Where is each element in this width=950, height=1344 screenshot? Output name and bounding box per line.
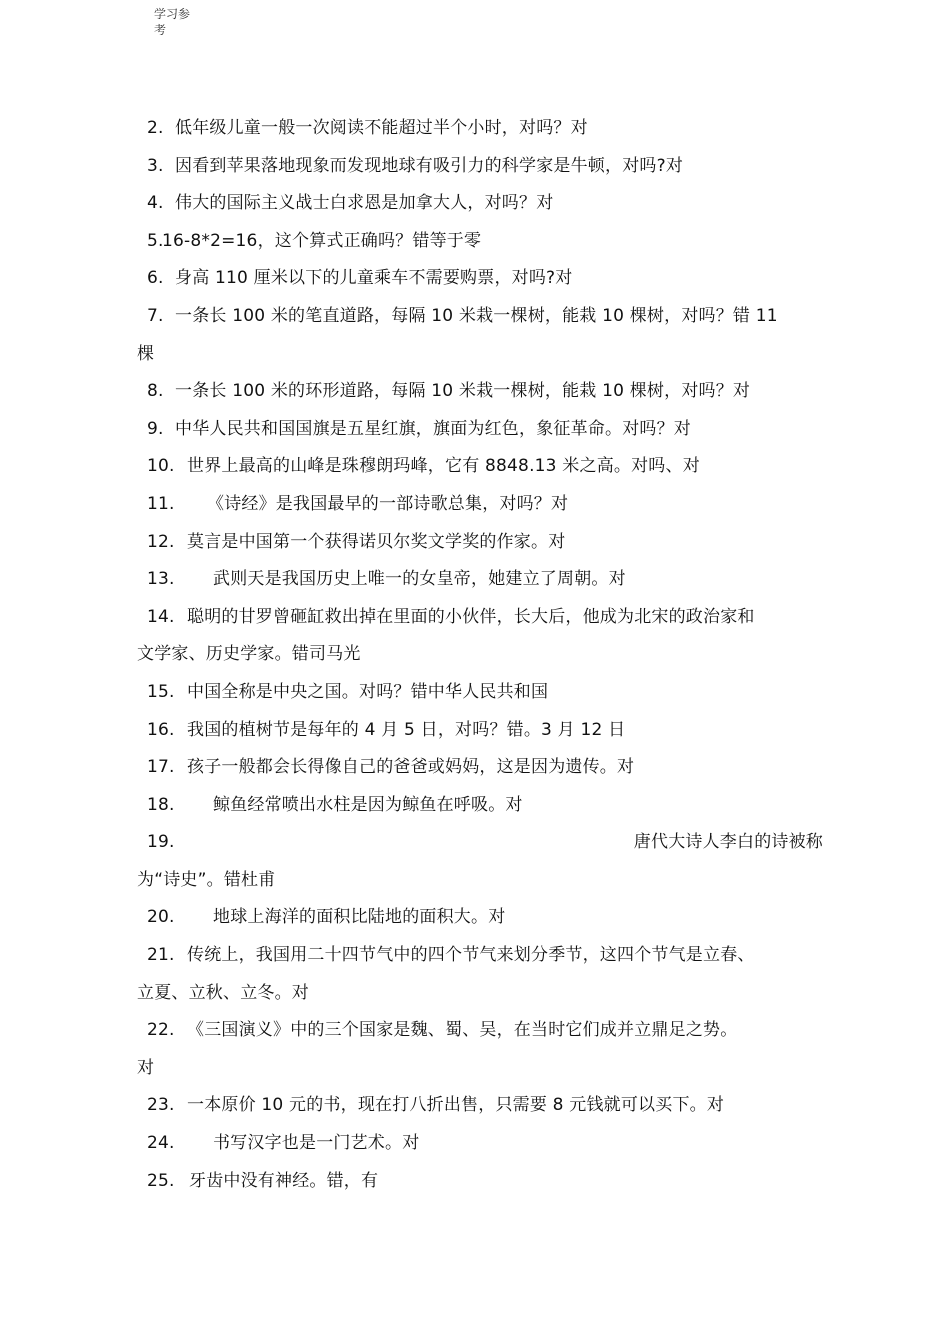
item-number: 16.: [147, 719, 175, 740]
item-text: 鲸鱼经常喷出水柱是因为鲸鱼在呼吸。对: [213, 794, 523, 815]
item-number: 12.: [147, 531, 175, 552]
list-item: [137, 1012, 827, 1050]
list-item: [137, 824, 827, 862]
item-text: 我国的植树节是每年的 4 月 5 日，对吗？错。3 月 12 日: [187, 719, 626, 740]
item-number: 8.: [147, 381, 164, 402]
item-text-continuation: 棵: [137, 343, 155, 364]
item-text: 一条长 100 米的笔直道路，每隔 10 米栽一棵树，能栽 10 棵树，对吗？错 11: [175, 305, 778, 326]
list-item-continuation: [137, 862, 827, 900]
item-text: 中华人民共和国国旗是五星红旗，旗面为红色，象征革命。对吗？对: [175, 418, 691, 439]
item-text: 孩子一般都会长得像自己的爸爸或妈妈，这是因为遗传。对: [187, 757, 635, 778]
item-number: 17.: [147, 757, 175, 778]
item-number: 21.: [147, 945, 175, 966]
item-number: 10.: [147, 456, 175, 477]
item-text: 世界上最高的山峰是珠穆朗玛峰，它有 8848.13 米之高。对吗、对: [187, 456, 700, 477]
item-text-continuation: 文学家、历史学家。错司马光: [137, 644, 361, 665]
item-text-continuation: 对: [137, 1057, 155, 1078]
item-text: 16-8*2=16，这个算式正确吗？错等于零: [162, 230, 482, 251]
item-text: 因看到苹果落地现象而发现地球有吸引力的科学家是牛顿，对吗?对: [175, 155, 684, 176]
item-number: 13.: [147, 569, 175, 590]
item-text: 伟大的国际主义战士白求恩是加拿大人，对吗？对: [175, 193, 554, 214]
list-item: [137, 599, 827, 637]
item-text: 传统上，我国用二十四节气中的四个节气来划分季节，这四个节气是立春、: [187, 945, 755, 966]
list-item: [137, 937, 827, 975]
item-number: 11.: [147, 493, 175, 514]
list-item: [137, 899, 827, 937]
item-text: 书写汉字也是一门艺术。对: [213, 1133, 420, 1154]
list-item: [137, 110, 827, 148]
list-item-continuation: [137, 336, 827, 374]
list-item: [137, 712, 827, 750]
item-number: 18.: [147, 794, 175, 815]
item-number: 3.: [147, 155, 164, 176]
item-number: 20.: [147, 907, 175, 928]
item-text: 低年级儿童一般一次阅读不能超过半个小时，对吗？对: [175, 118, 588, 138]
item-text: 中国全称是中央之国。对吗？错中华人民共和国: [187, 681, 549, 702]
item-text: 一条长 100 米的环形道路，每隔 10 米栽一棵树，能栽 10 棵树，对吗？对: [175, 381, 751, 402]
list-item: [137, 148, 827, 186]
item-number: 5.: [147, 230, 164, 251]
item-text: 地球上海洋的面积比陆地的面积大。对: [213, 907, 506, 928]
item-number: 2.: [147, 118, 164, 138]
item-text-continuation: 为“诗史”。错杜甫: [137, 869, 276, 890]
item-number: 7.: [147, 305, 164, 326]
question-list: [137, 110, 827, 1200]
item-number: 15.: [147, 681, 175, 702]
list-item: [137, 524, 827, 562]
item-number: 6.: [147, 268, 164, 289]
page-header: 学习参考: [154, 7, 191, 37]
list-item: [137, 787, 827, 825]
item-text: 莫言是中国第一个获得诺贝尔奖文学奖的作家。对: [187, 531, 566, 552]
item-text: 一本原价 10 元的书，现在打八折出售，只需要 8 元钱就可以买下。对: [187, 1095, 725, 1116]
item-text: 《三国演义》中的三个国家是魏、蜀、吴，在当时它们成并立鼎足之势。: [187, 1020, 738, 1041]
item-number: 9.: [147, 418, 164, 439]
list-item: [137, 185, 827, 223]
list-item: [137, 373, 827, 411]
list-item: [137, 1125, 827, 1163]
list-item: [137, 298, 827, 336]
list-item: [137, 674, 827, 712]
item-text: 《诗经》是我国最早的一部诗歌总集，对吗？对: [207, 493, 569, 514]
item-text: 牙齿中没有神经。错，有: [189, 1170, 379, 1191]
item-text: 武则天是我国历史上唯一的女皇帝，她建立了周朝。对: [213, 569, 626, 590]
list-item-continuation: [137, 636, 827, 674]
item-number: 23.: [147, 1095, 175, 1116]
list-item: [137, 486, 827, 524]
list-item: [137, 1163, 827, 1201]
item-number: 4.: [147, 193, 164, 214]
list-item: [137, 411, 827, 449]
list-item-continuation: [137, 975, 827, 1013]
item-text: 唐代大诗人李白的诗被称: [633, 832, 823, 853]
list-item-continuation: [137, 1050, 827, 1088]
list-item: [137, 260, 827, 298]
list-item: [137, 561, 827, 599]
list-item: [137, 1087, 827, 1125]
list-item: [137, 749, 827, 787]
item-text-continuation: 立夏、立秋、立冬。对: [137, 982, 309, 1003]
item-number: 22.: [147, 1020, 175, 1041]
item-number: 24.: [147, 1133, 175, 1154]
item-text: 身高 110 厘米以下的儿童乘车不需要购票，对吗?对: [175, 268, 573, 289]
list-item: [137, 223, 827, 261]
list-item: [137, 448, 827, 486]
item-number: 25.: [147, 1170, 175, 1191]
item-number: 19.: [147, 832, 175, 853]
item-number: 14.: [147, 606, 175, 627]
item-text: 聪明的甘罗曾砸缸救出掉在里面的小伙伴，长大后，他成为北宋的政治家和: [187, 606, 755, 627]
